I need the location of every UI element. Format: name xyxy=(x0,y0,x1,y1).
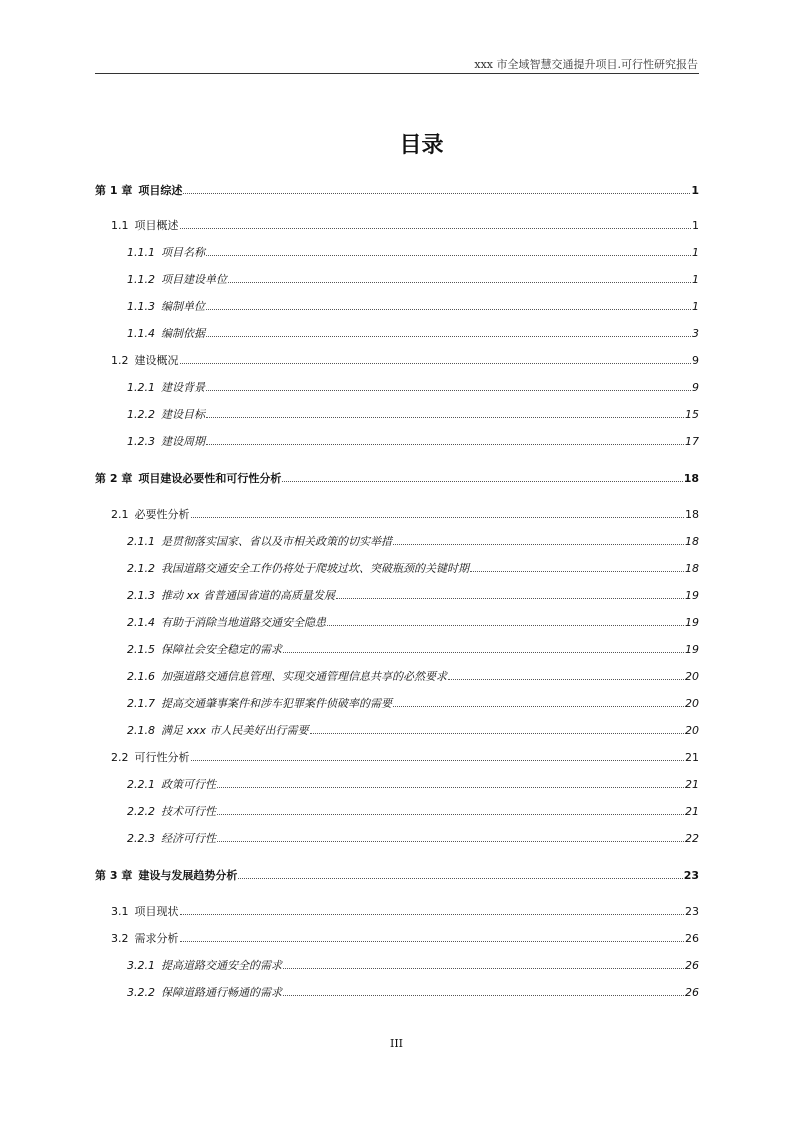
toc-entry-label: 建设周期 xyxy=(161,435,205,448)
toc-dot-leader xyxy=(217,830,684,842)
toc-entry-label: 项目建设必要性和可行性分析 xyxy=(138,472,282,485)
toc-entry-page: 1 xyxy=(692,273,699,286)
toc-entry-page: 26 xyxy=(685,959,699,972)
toc-entry-number: 3.1 xyxy=(111,905,129,918)
toc-entry-number: 1.2.3 xyxy=(127,435,155,448)
toc-dot-leader xyxy=(217,803,684,815)
toc-entry-label: 必要性分析 xyxy=(134,508,190,521)
toc-entry-number: 3.2.2 xyxy=(127,986,155,999)
toc-entry-page: 20 xyxy=(685,724,699,737)
toc-entry-page: 19 xyxy=(685,643,699,656)
toc-dot-leader xyxy=(393,695,684,707)
toc-entry-number: 3.2 xyxy=(111,932,129,945)
toc-dot-leader xyxy=(206,433,684,445)
toc-dot-leader xyxy=(393,533,684,545)
toc-entry-page: 3 xyxy=(692,327,699,340)
toc-entry-label: 保障社会安全稳定的需求 xyxy=(161,643,282,656)
toc-entry-number: 2.2.3 xyxy=(127,832,155,845)
toc-entry-subsection[interactable] xyxy=(127,957,699,973)
toc-entry-label: 项目名称 xyxy=(161,246,205,259)
toc-entry-subsection[interactable] xyxy=(127,244,699,260)
toc-dot-leader xyxy=(238,867,682,879)
toc-entry-number: 1.2 xyxy=(111,354,129,367)
toc-entry-label: 技术可行性 xyxy=(161,805,216,818)
toc-entry-section[interactable] xyxy=(111,506,699,522)
toc-entry-label: 建设背景 xyxy=(161,381,205,394)
toc-dot-leader xyxy=(180,217,692,229)
toc-entry-number: 3.2.1 xyxy=(127,959,155,972)
toc-entry-number: 2.1.1 xyxy=(127,535,155,548)
toc-entry-number: 2.1.2 xyxy=(127,562,155,575)
toc-entry-chapter[interactable] xyxy=(95,470,699,486)
toc-entry-subsection[interactable] xyxy=(127,533,699,549)
toc-entry-page: 18 xyxy=(685,562,699,575)
toc-dot-leader xyxy=(228,271,691,283)
toc-entry-number: 1.2.1 xyxy=(127,381,155,394)
toc-entry-page: 19 xyxy=(685,616,699,629)
toc-dot-leader xyxy=(283,984,684,996)
toc-entry-label: 项目现状 xyxy=(134,905,179,918)
toc-dot-leader xyxy=(206,298,691,310)
page-number: III xyxy=(389,1037,404,1050)
toc-entry-subsection[interactable] xyxy=(127,406,699,422)
toc-entry-number: 2.1.7 xyxy=(127,697,155,710)
toc-entry-number: 2.1 xyxy=(111,508,129,521)
toc-entry-subsection[interactable] xyxy=(127,641,699,657)
toc-entry-chapter[interactable] xyxy=(95,867,699,883)
toc-dot-leader xyxy=(282,470,682,482)
toc-dot-leader xyxy=(470,560,684,572)
toc-entry-number: 2.1.5 xyxy=(127,643,155,656)
toc-entry-label: 建设概况 xyxy=(134,354,179,367)
toc-entry-section[interactable] xyxy=(111,352,699,368)
toc-dot-leader xyxy=(310,722,684,734)
toc-entry-subsection[interactable] xyxy=(127,298,699,314)
toc-entry-subsection[interactable] xyxy=(127,325,699,341)
toc-entry-page: 20 xyxy=(685,697,699,710)
toc-dot-leader xyxy=(180,930,685,942)
toc-entry-subsection[interactable] xyxy=(127,379,699,395)
toc-entry-number: 1.1.4 xyxy=(127,327,155,340)
toc-entry-page: 22 xyxy=(685,832,699,845)
toc-entry-label: 是贯彻落实国家、省以及市相关政策的切实举措 xyxy=(161,535,392,548)
toc-entry-page: 23 xyxy=(683,869,699,882)
toc-dot-leader xyxy=(336,587,684,599)
toc-entry-subsection[interactable] xyxy=(127,830,699,846)
toc-dot-leader xyxy=(448,668,684,680)
toc-title: 目录 xyxy=(399,133,444,158)
toc-entry-section[interactable] xyxy=(111,903,699,919)
toc-entry-number: 2.1.8 xyxy=(127,724,155,737)
toc-entry-page: 21 xyxy=(685,805,699,818)
toc-entry-label: 编制单位 xyxy=(161,300,205,313)
toc-dot-leader xyxy=(206,379,691,391)
toc-dot-leader xyxy=(191,749,685,761)
toc-entry-number: 1.1.1 xyxy=(127,246,155,259)
toc-entry-subsection[interactable] xyxy=(127,614,699,630)
toc-entry-label: 满足 xxx 市人民美好出行需要 xyxy=(161,724,309,737)
toc-entry-label: 推动 xx 省普通国省道的高质量发展 xyxy=(161,589,336,602)
toc-dot-leader xyxy=(283,641,684,653)
toc-dot-leader xyxy=(206,406,684,418)
toc-entry-page: 21 xyxy=(685,751,699,764)
toc-entry-number: 第 3 章 xyxy=(95,869,133,882)
toc-dot-leader xyxy=(206,325,691,337)
toc-entry-chapter[interactable] xyxy=(95,182,699,198)
toc-entry-subsection[interactable] xyxy=(127,695,699,711)
toc-entry-page: 1 xyxy=(692,219,699,232)
toc-entry-label: 提高交通肇事案件和涉车犯罪案件侦破率的需要 xyxy=(161,697,392,710)
toc-entry-page: 20 xyxy=(685,670,699,683)
toc-entry-label: 项目概述 xyxy=(134,219,179,232)
toc-entry-page: 18 xyxy=(683,472,699,485)
toc-dot-leader xyxy=(180,352,692,364)
toc-dot-leader xyxy=(180,903,685,915)
toc-entry-number: 1.2.2 xyxy=(127,408,155,421)
toc-entry-number: 第 1 章 xyxy=(95,184,133,197)
toc-entry-number: 2.2 xyxy=(111,751,129,764)
toc-entry-label: 项目建设单位 xyxy=(161,273,227,286)
toc-entry-subsection[interactable] xyxy=(127,587,699,603)
toc-entry-label: 经济可行性 xyxy=(161,832,216,845)
toc-entry-page: 15 xyxy=(685,408,699,421)
toc-entry-label: 需求分析 xyxy=(134,932,179,945)
toc-entry-number: 2.1.6 xyxy=(127,670,155,683)
toc-dot-leader xyxy=(206,244,691,256)
toc-entry-page: 23 xyxy=(685,905,699,918)
toc-dot-leader xyxy=(217,776,684,788)
toc-entry-number: 2.2.2 xyxy=(127,805,155,818)
toc-entry-subsection[interactable] xyxy=(127,560,699,576)
toc-entry-number: 第 2 章 xyxy=(95,472,133,485)
toc-entry-label: 保障道路通行畅通的需求 xyxy=(161,986,282,999)
toc-dot-leader xyxy=(183,182,690,194)
toc-entry-label: 可行性分析 xyxy=(134,751,190,764)
toc-entry-number: 1.1.2 xyxy=(127,273,155,286)
toc-entry-label: 建设目标 xyxy=(161,408,205,421)
toc-entry-page: 21 xyxy=(685,778,699,791)
toc-entry-page: 19 xyxy=(685,589,699,602)
toc-entry-page: 1 xyxy=(692,246,699,259)
toc-entry-subsection[interactable] xyxy=(127,271,699,287)
toc-entry-number: 1.1.3 xyxy=(127,300,155,313)
toc-entry-page: 9 xyxy=(692,381,699,394)
toc-entry-subsection[interactable] xyxy=(127,722,699,738)
toc-entry-label: 政策可行性 xyxy=(161,778,216,791)
toc-dot-leader xyxy=(327,614,684,626)
toc-entry-page: 9 xyxy=(692,354,699,367)
toc-entry-subsection[interactable] xyxy=(127,803,699,819)
page-header: xxx 市全域智慧交通提升项目.可行性研究报告 xyxy=(474,58,698,71)
toc-entry-section[interactable] xyxy=(111,217,699,233)
toc-entry-page: 1 xyxy=(692,300,699,313)
toc-entry-subsection[interactable] xyxy=(127,984,699,1000)
toc-entry-page: 26 xyxy=(685,932,699,945)
toc-entry-section[interactable] xyxy=(111,930,699,946)
toc-entry-number: 2.1.3 xyxy=(127,589,155,602)
toc-dot-leader xyxy=(191,506,685,518)
toc-entry-label: 编制依据 xyxy=(161,327,205,340)
toc-entry-page: 1 xyxy=(691,184,699,197)
toc-entry-number: 2.1.4 xyxy=(127,616,155,629)
toc-entry-subsection[interactable] xyxy=(127,776,699,792)
toc-entry-label: 有助于消除当地道路交通安全隐患 xyxy=(161,616,326,629)
toc-entry-subsection[interactable] xyxy=(127,433,699,449)
toc-dot-leader xyxy=(283,957,684,969)
toc-entry-label: 我国道路交通安全工作仍将处于爬坡过坎、突破瓶颈的关键时期 xyxy=(161,562,469,575)
toc-entry-section[interactable] xyxy=(111,749,699,765)
toc-entry-subsection[interactable] xyxy=(127,668,699,684)
toc-entry-page: 18 xyxy=(685,535,699,548)
toc-entry-number: 2.2.1 xyxy=(127,778,155,791)
toc-entry-label: 加强道路交通信息管理、实现交通管理信息共享的必然要求 xyxy=(161,670,447,683)
toc-entry-label: 项目综述 xyxy=(138,184,183,197)
toc-entry-label: 提高道路交通安全的需求 xyxy=(161,959,282,972)
toc-entry-number: 1.1 xyxy=(111,219,129,232)
toc-entry-page: 18 xyxy=(685,508,699,521)
toc-entry-page: 17 xyxy=(685,435,699,448)
toc-entry-label: 建设与发展趋势分析 xyxy=(138,869,238,882)
toc-entry-page: 26 xyxy=(685,986,699,999)
